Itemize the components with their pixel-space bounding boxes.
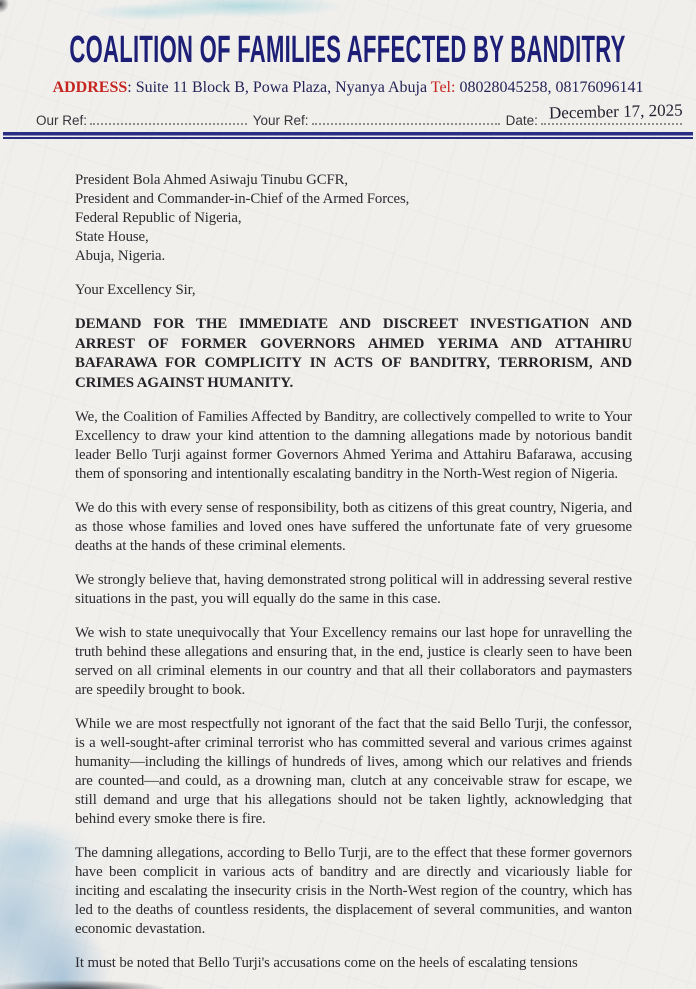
salutation: Your Excellency Sir, [75, 282, 196, 298]
recipient-line: Abuja, Nigeria. [75, 248, 166, 264]
recipient-line: President and Commander-in-Chief of the Armed Forces, [75, 191, 410, 207]
address-text: : Suite 11 Block B, Powa Plaza, Nyanya Abuja [127, 79, 428, 96]
date-label: Date: [505, 113, 538, 128]
body-paragraph: We, the Coalition of Families Affected by Banditry, are collectively compelled to write to Your Excellency to draw your kind attention to the damning allegations made by notorious bandit leader Bello Turji against former Governors Ahmed Yerima and Attahiru Bafarawa, accusing them of sponsoring and intentionally escalating banditry in the North-West region of Nigeria. [75, 409, 632, 482]
body-paragraph: While we are most respectfully not ignorant of the fact that the said Bello Turji, the confessor, is a well-sought-after criminal terrorist who has committed several and various crimes against humanity—including the killings of hundreds of lives, among which our relatives and friends are counted—and could, as a drowning man, clutch at any conceivable straw for escape, we still demand and urge that his allegations should not be taken lightly, acknowledging that behind every smoke there is fire. [75, 716, 632, 827]
body-paragraph: The damning allegations, according to Bello Turji, are to the effect that these former governors have been complicit in various acts of banditry and are directly and vicariously liable for inciting and escalating the insecurity crisis in the North-West region of the country, which has led to the deaths of countless residents, the displacement of several communities, and wanton economic devastation. [75, 845, 632, 937]
tel-numbers: 08028045258, 08176096141 [459, 79, 644, 96]
body-paragraph: We strongly believe that, having demonstrated strong political will in addressing several restive situations in the past, you will equally do the same in this case. [75, 572, 632, 607]
reference-row [36, 100, 688, 129]
body-paragraph: We wish to state unequivocally that Your Excellency remains our last hope for unravelling the truth behind these allegations and ensuring that, in the end, justice is clearly seen to have been served on all criminal elements in our country and that all their collaborators and paymasters are speedily brought to book. [75, 625, 632, 698]
recipient-line: Federal Republic of Nigeria, [75, 210, 242, 226]
recipient-line: President Bola Ahmed Asiwaju Tinubu GCFR, [75, 172, 348, 188]
recipient-block [75, 171, 632, 266]
recipient-line: State House, [75, 229, 149, 245]
date-value: December 17, 2025 [548, 100, 683, 123]
date-dotted-line [541, 100, 683, 125]
letter-body [75, 171, 632, 973]
letterhead [0, 30, 696, 70]
body-paragraph: We do this with every sense of responsibility, both as citizens of this great country, Nigeria, and as those whose families and loved ones have suffered the unfortunate fate of very gruesome deaths at the hands of these criminal elements. [75, 500, 632, 554]
your-ref-dotted-line [312, 113, 500, 125]
address-label: ADDRESS [52, 79, 128, 96]
our-ref-dotted-line [90, 113, 247, 125]
header-rule [3, 132, 693, 139]
subject-heading: DEMAND FOR THE IMMEDIATE AND DISCREET INVESTIGATION AND ARREST OF FORMER GOVERNORS AHMED YERIMA AND ATTAHIRU BAFARAWA FOR COMPLICITY IN ACTS OF BANDITRY, TERRORISM, AND CRIMES AGAINST HUMANITY. [75, 316, 632, 391]
organization-title: COALITION OF FAMILIES AFFECTED BY BANDITRY [69, 29, 627, 71]
your-ref-label: Your Ref: [252, 113, 309, 128]
tel-label: Tel: [430, 79, 456, 96]
address-line [0, 79, 696, 97]
our-ref-label: Our Ref: [36, 113, 88, 128]
body-paragraph-partial: It must be noted that Bello Turji's accusations come on the heels of escalating tensions [75, 955, 578, 971]
